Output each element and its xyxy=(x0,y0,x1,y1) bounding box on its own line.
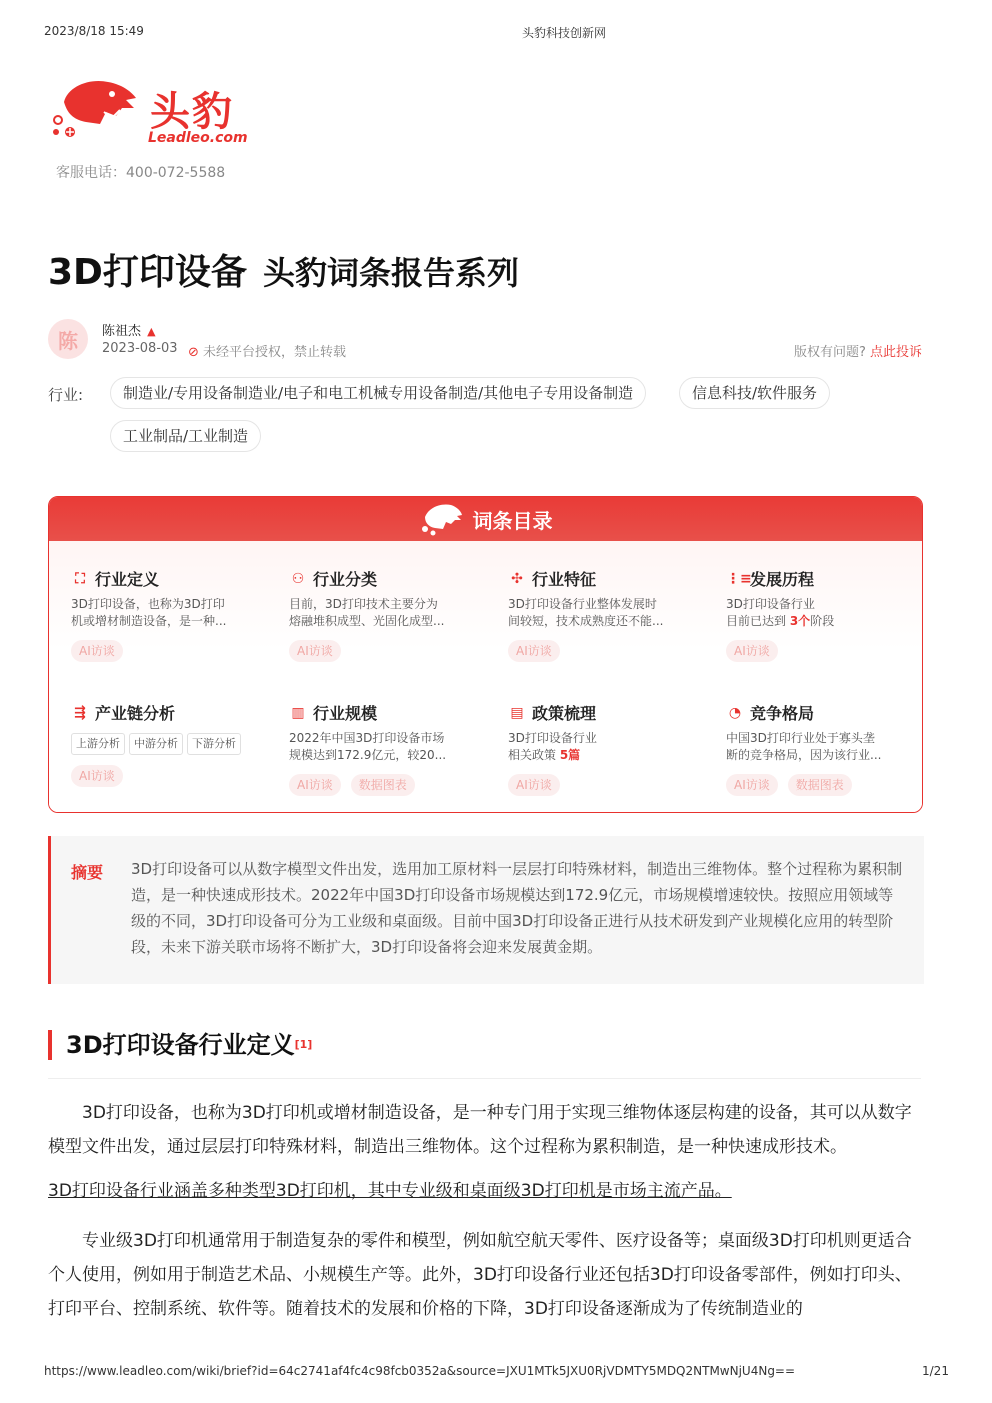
ai-interview-button[interactable]: AI访谈 xyxy=(71,765,123,787)
toc-item-title: 政策梳理 xyxy=(532,704,597,723)
highlighted-sentence: 3D打印设备行业涵盖多种类型3D打印机，其中专业级和桌面级3D打印机是市场主流产品。 xyxy=(48,1181,732,1201)
title-main: 3D打印设备 xyxy=(48,252,247,293)
leopard-logo-icon xyxy=(419,501,463,537)
service-phone: 客服电话：400-072-5588 xyxy=(56,165,226,181)
toc-item-title: 发展历程 xyxy=(750,570,815,589)
copyright-notice-text: 未经平台授权，禁止转载 xyxy=(203,345,347,360)
print-site-title: 头豹科技创新网 xyxy=(522,26,607,40)
summary-box xyxy=(48,836,924,984)
hierarchy-icon: ⚇ xyxy=(291,570,305,587)
copyright-question-text: 版权有问题? xyxy=(793,345,866,360)
toc-item-desc: 机或增材制造设备，是一种... xyxy=(71,614,227,628)
copyright-question xyxy=(794,341,922,360)
toc-item-desc: 断的竞争格局，因为该行业... xyxy=(726,748,882,762)
summary-text: 3D打印设备可以从数字模型文件出发，选用加工原材料一层层打印特殊材料，制造出三维物体。整个过程称为累积制造，是一种快速成形技术。2022年中国3D打印设备市场规模达到172.9亿元，市场规模增速较快。按照应用领域等级的不同，3D打印设备可分为工业级和桌面级。目前中国3D打印设备正进行从技术研发到产业规模化应用的转型阶段，未来下游关联市场将不断扩大，3D打印设备将会迎来发展黄金期。 xyxy=(131,860,903,956)
section-divider xyxy=(48,1078,921,1079)
toc-item-desc: 3D打印设备，也称为3D打印 xyxy=(71,597,225,611)
industry-tag[interactable]: 制造业/专用设备制造业/电子和电工机械专用设备制造/其他电子专用设备制造 xyxy=(110,377,646,409)
ai-interview-button[interactable]: AI访谈 xyxy=(289,774,341,796)
toc-item-title: 竞争格局 xyxy=(750,704,815,723)
toc-item-desc: 3D打印设备行业整体发展时 xyxy=(508,597,657,611)
puzzle-icon: ✣ xyxy=(511,570,523,587)
ai-interview-button[interactable]: AI访谈 xyxy=(726,774,778,796)
downstream-tag[interactable]: 下游分析 xyxy=(187,733,241,755)
toc-item-desc: 熔融堆积成型、光固化成型... xyxy=(289,614,445,628)
toc-item-policy[interactable] xyxy=(508,701,708,796)
toc-item-competition[interactable] xyxy=(726,701,923,796)
ai-interview-button[interactable]: AI访谈 xyxy=(508,640,560,662)
industry-tag[interactable]: 信息科技/软件服务 xyxy=(679,377,830,409)
toc-item-desc: 3D打印设备行业 xyxy=(508,731,597,745)
toc-item-chain[interactable] xyxy=(71,701,271,787)
industry-label: 行业: xyxy=(48,386,84,404)
author-badge-icon: ▲ xyxy=(147,325,156,338)
brand-name: 头豹 xyxy=(150,89,234,135)
toc-item-history[interactable] xyxy=(726,567,923,662)
stage-count: 3个 xyxy=(789,614,811,628)
data-chart-button[interactable]: 数据图表 xyxy=(788,774,852,796)
toc-item-title: 产业链分析 xyxy=(95,704,176,723)
page-number: 1/21 xyxy=(922,1364,949,1378)
toc-item-classification[interactable] xyxy=(289,567,489,662)
body-paragraph: 3D打印设备，也称为3D打印机或增材制造设备，是一种专门用于实现三维物体逐层构建的设备，其可以从数字模型文件出发，通过层层打印特殊材料，制造出三维物体。这个过程称为累积制造，是一种快速成形技术。 xyxy=(48,1103,912,1157)
toc-item-desc: 阶段 xyxy=(810,614,835,628)
leopard-logo-icon xyxy=(46,72,142,144)
toc-item-title: 行业规模 xyxy=(313,704,378,723)
page-title xyxy=(48,244,519,295)
page-url: https://www.leadleo.com/wiki/brief?id=64c2741af4fc4c98fcb0352a&source=JXU1MTk5JXU0RjVDMTY5MDQ2NTMwNjU4Ng== xyxy=(44,1364,796,1378)
data-chart-button[interactable]: 数据图表 xyxy=(351,774,415,796)
document-icon: ▤ xyxy=(510,704,524,721)
citation-ref[interactable]: [1] xyxy=(294,1038,313,1051)
toc-item-desc: 规模达到172.9亿元，较20... xyxy=(289,748,447,762)
copyright-notice xyxy=(188,341,346,360)
toc-panel xyxy=(48,496,923,813)
bar-chart-icon: ▥ xyxy=(291,704,305,721)
ai-interview-button[interactable]: AI访谈 xyxy=(726,640,778,662)
toc-item-desc: 3D打印设备行业 xyxy=(726,597,815,611)
forbidden-icon: ⊘ xyxy=(188,345,199,360)
toc-item-definition[interactable] xyxy=(71,567,271,662)
ai-interview-button[interactable]: AI访谈 xyxy=(289,640,341,662)
toc-body xyxy=(49,541,922,812)
industry-tag[interactable]: 工业制品/工业制造 xyxy=(110,420,261,452)
print-datetime: 2023/8/18 15:49 xyxy=(44,24,144,38)
chain-icon: ⇶ xyxy=(74,704,86,721)
toc-item-desc: 目前，3D打印技术主要分为 xyxy=(289,597,438,611)
summary-label: 摘要 xyxy=(71,863,104,882)
toc-title: 词条目录 xyxy=(472,508,553,533)
toc-item-title: 行业定义 xyxy=(95,570,160,589)
policy-count: 5篇 xyxy=(559,748,581,762)
publish-date: 2023-08-03 xyxy=(102,341,178,356)
toc-item-desc: 2022年中国3D打印设备市场 xyxy=(289,731,445,745)
toc-item-desc: 间较短，技术成熟度还不能... xyxy=(508,614,664,628)
toc-item-features[interactable] xyxy=(508,567,708,662)
toc-item-scale[interactable] xyxy=(289,701,489,796)
scan-icon: ⛶ xyxy=(75,570,85,587)
toc-item-title: 行业特征 xyxy=(532,570,597,589)
ai-interview-button[interactable]: AI访谈 xyxy=(508,774,560,796)
brand-domain: Leadleo.com xyxy=(148,130,248,146)
avatar: 陈 xyxy=(48,319,88,359)
toc-item-desc: 目前已达到 xyxy=(726,614,790,628)
midstream-tag[interactable]: 中游分析 xyxy=(129,733,183,755)
toc-item-desc: 中国3D打印行业处于寡头垄 xyxy=(726,731,875,745)
toc-item-desc: 相关政策 xyxy=(508,748,560,762)
section-title: 3D打印设备行业定义 xyxy=(66,1031,295,1059)
report-link[interactable]: 点此投诉 xyxy=(869,345,922,360)
author-name[interactable] xyxy=(102,320,156,339)
toc-item-title: 行业分类 xyxy=(313,570,378,589)
toc-header xyxy=(49,497,922,541)
title-sub: 头豹词条报告系列 xyxy=(262,254,519,292)
author-name-text: 陈祖杰 xyxy=(102,324,142,339)
body-paragraph: 专业级3D打印机通常用于制造复杂的零件和模型，例如航空航天零件、医疗设备等；桌面级3D打印机则更适合个人使用，例如用于制造艺术品、小规模生产等。此外，3D打印设备行业还包括3D打印设备零部件，例如打印头、打印平台、控制系统、软件等。随着技术的发展和价格的下降，3D打印设备逐渐成为了传统制造业的 xyxy=(48,1231,912,1319)
section-heading xyxy=(48,1030,312,1060)
upstream-tag[interactable]: 上游分析 xyxy=(71,733,125,755)
timeline-icon: ⋮≡ xyxy=(726,570,752,587)
ai-interview-button[interactable]: AI访谈 xyxy=(71,640,123,662)
pie-chart-icon: ◔ xyxy=(728,704,742,721)
